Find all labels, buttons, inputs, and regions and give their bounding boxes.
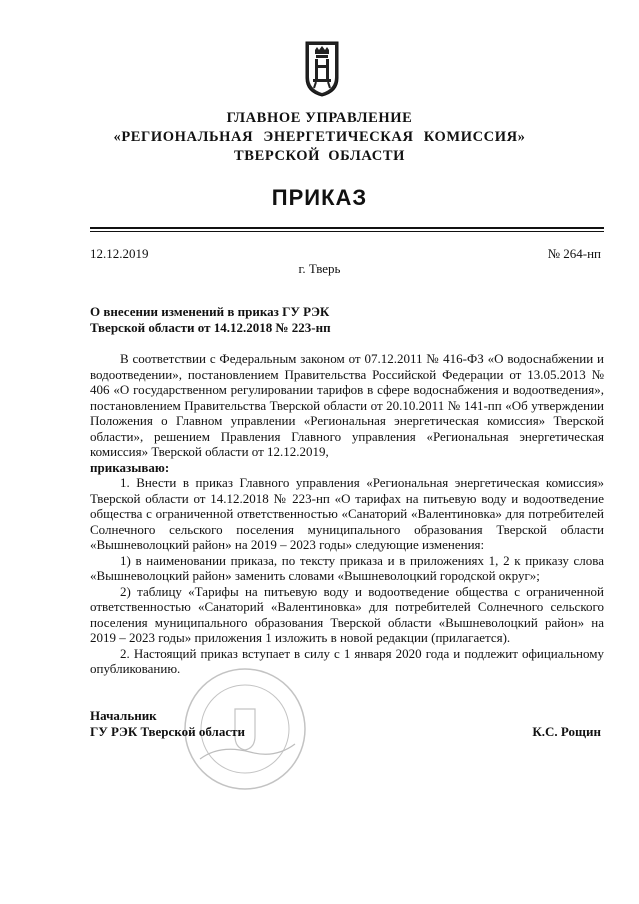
item-1-paragraph: 1. Внести в приказ Главного управления «Региональная энергетическая комиссия» Тверской области от 14.12.2018 № 223-нп «О тарифах на питьевую воду и водоотведение общества с ограниченной ответственностью «Санаторий «Валентиновка» для потребителей Солнечного сельского поселения муниципального образования Тверской области «Вышневолоцкий район» на 2019 – 2023 годы» следующие изменения: — [90, 475, 604, 552]
document-number: № 264-нп — [547, 246, 601, 261]
org-name-line-3: ТВЕРСКОЙ ОБЛАСТИ — [234, 148, 405, 164]
document-city: г. Тверь — [298, 261, 341, 276]
tver-coat-of-arms-icon — [304, 38, 340, 98]
preamble-paragraph: В соответствии с Федеральным законом от 07.12.2011 № 416-ФЗ «О водоснабжении и водоотведении», постановлением Правительства Российской Федерации от 13.05.2013 № 406 «О государственном регулировании тарифов в сфере водоснабжения и водоотведения», постановлением Правительства Тверской области от 20.10.2011 № 141-пп «Об утверждении Положения о Главном управлении «Региональная энергетическая комиссия» Тверской области», решением Правления Главного управления «Региональная энергетическая комиссия» Тверской области от 12.12.2019, — [90, 351, 604, 459]
document-date: 12.12.2019 — [90, 246, 149, 261]
signatory-position-line-1: Начальник — [90, 708, 157, 723]
orders-heading: приказываю: — [90, 459, 170, 475]
subject-line-1: О внесении изменений в приказ ГУ РЭК — [90, 304, 330, 319]
subject-line-2: Тверской области от 14.12.2018 № 223-нп — [90, 320, 331, 335]
org-name-line-2: «РЕГИОНАЛЬНАЯ ЭНЕРГЕТИЧЕСКАЯ КОМИССИЯ» — [113, 129, 526, 145]
document-subject — [90, 304, 380, 336]
item-2-paragraph: 2. Настоящий приказ вступает в силу с 1 января 2020 года и подлежит официальному опубликованию. — [90, 645, 604, 676]
header-divider — [90, 227, 604, 229]
item-1-1-paragraph: 1) в наименовании приказа, по тексту приказа и в приложениях 1, 2 к приказу слова «Вышневолоцкий район» заменить словами «Вышневолоцкий городской округ»; — [90, 552, 604, 583]
document-title: ПРИКАЗ — [271, 185, 368, 210]
signatory-position — [90, 708, 245, 740]
document-body — [90, 351, 604, 677]
header-divider-thin — [90, 231, 604, 232]
signatory-name: К.С. Рощин — [532, 724, 601, 739]
signatory-position-line-2: ГУ РЭК Тверской области — [90, 724, 245, 739]
item-1-2-paragraph: 2) таблицу «Тарифы на питьевую воду и водоотведение общества с ограниченной ответственностью «Санаторий «Валентиновка» для потребителей Солнечного сельского поселения муниципального образования Тверской области «Вышневолоцкий район» на 2019 – 2023 годы» приложения 1 изложить в новой редакции (прилагается). — [90, 583, 604, 645]
org-name-line-1: ГЛАВНОЕ УПРАВЛЕНИЕ — [226, 110, 413, 126]
